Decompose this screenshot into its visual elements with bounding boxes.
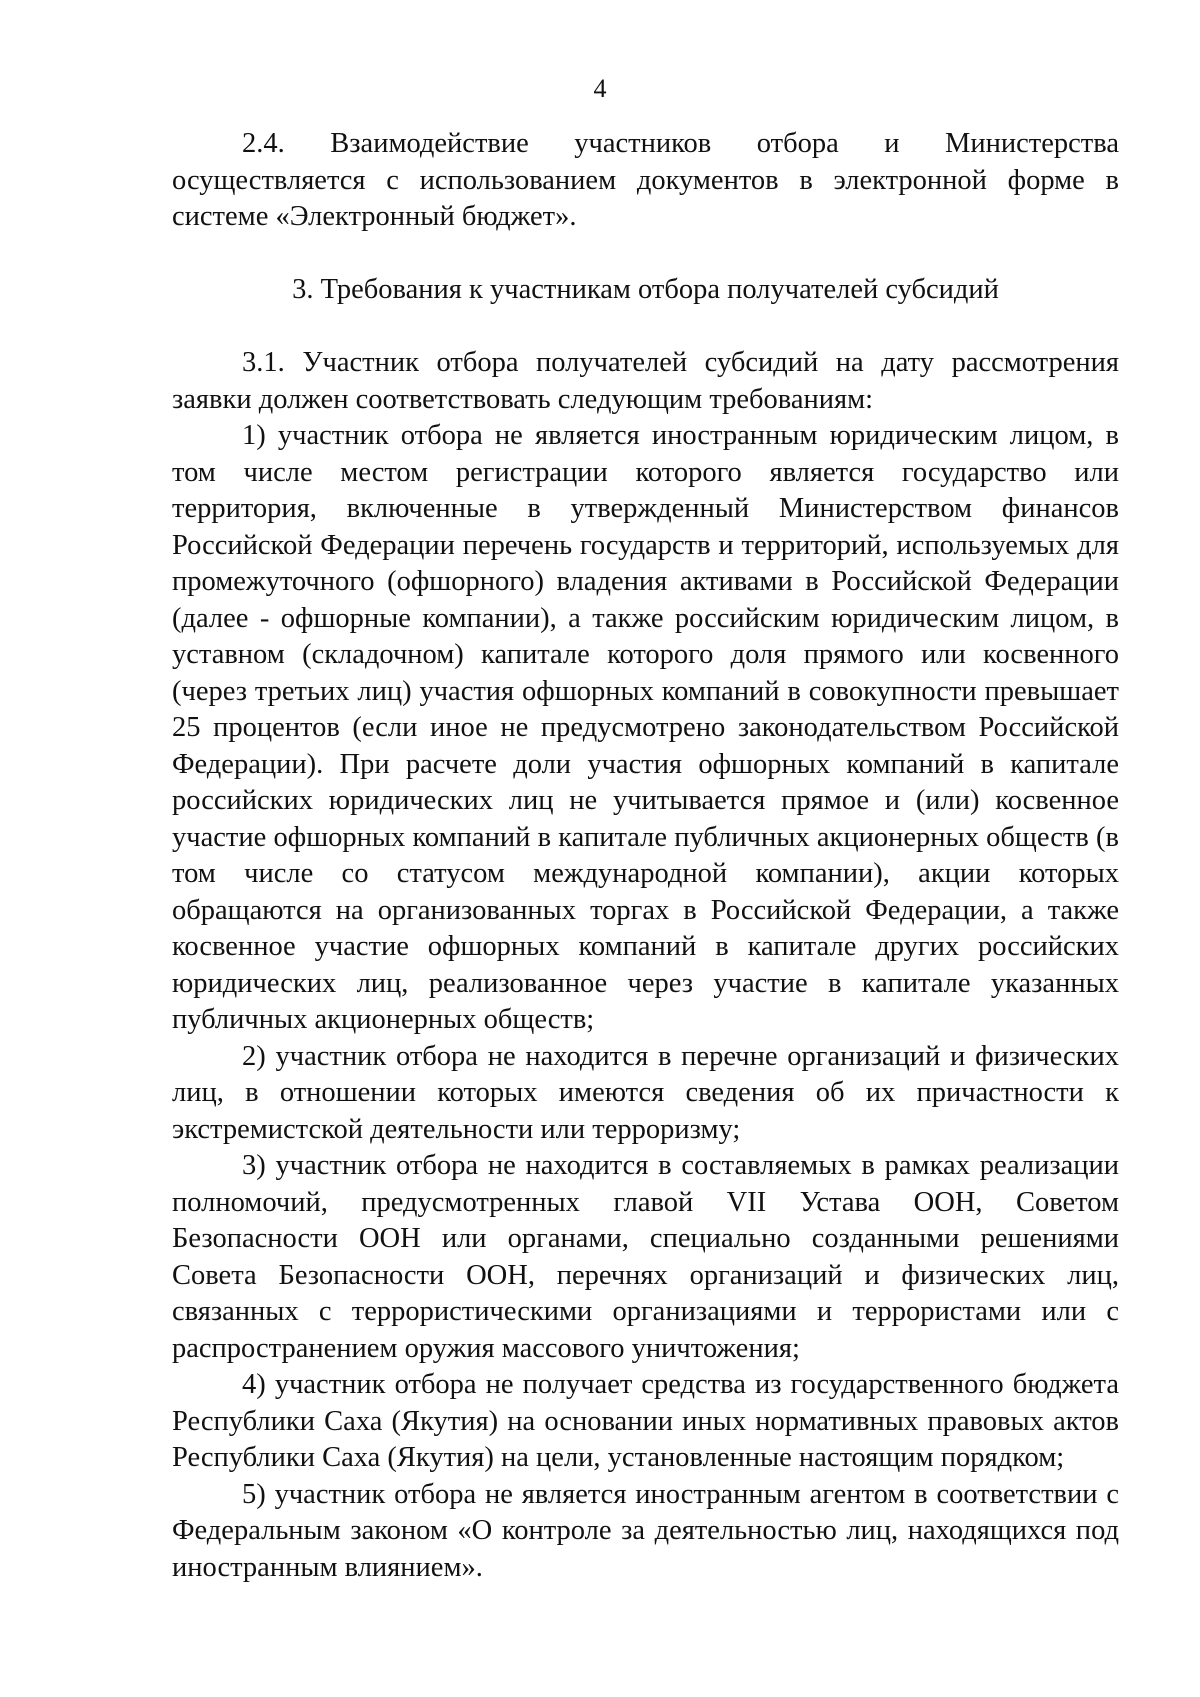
requirement-item-4: 4) участник отбора не получает средства из государственного бюджета Республики Саха (Якутия) на основании иных нормативных правовых актов Республики Саха (Якутия) на цели, установленные настоящим порядком; — [172, 1369, 1119, 1473]
requirement-item-1: 1) участник отбора не является иностранным юридическим лицом, в том числе местом регистрации которого является государство или территория, включенные в утвержденный Министерством финансов Российской Федерации перечень государств и территорий, используемых для промежуточного (офшорного) владения активами в Российской Федерации (далее - офшорные компании), а также российским юридическим лицом, в уставном (складочном) капитале которого доля прямого или косвенного (через третьих лиц) участия офшорных компаний в совокупности превышает 25 процентов (если иное не предусмотрено законодательством Российской Федерации). При расчете доли участия офшорных компаний в капитале российских юридических лиц не учитывается прямое и (или) косвенное участие офшорных компаний в капитале публичных акционерных обществ (в том числе со статусом международной компании), акции которых обращаются на организованных торгах в Российской Федерации, а также косвенное участие офшорных компаний в капитале других российских юридических лиц, реализованное через участие в капитале указанных публичных акционерных обществ; — [172, 420, 1119, 1035]
document-body — [172, 126, 1119, 1586]
requirement-item-3: 3) участник отбора не находится в составляемых в рамках реализации полномочий, предусмотренных главой VII Устава ООН, Советом Безопасности ООН или органами, специально созданными решениями Совета Безопасности ООН, перечнях организаций и физических лиц, связанных с террористическими организациями и террористами или с распространением оружия массового уничтожения; — [172, 1150, 1119, 1364]
paragraph-gap — [172, 309, 1119, 346]
section-3-heading: 3. Требования к участникам отбора получателей субсидий — [292, 274, 999, 305]
paragraph-2-4: 2.4. Взаимодействие участников отбора и Министерства осуществляется с использованием документов в электронной форме в системе «Электронный бюджет». — [172, 128, 1119, 232]
page-number: 4 — [593, 74, 607, 103]
paragraph-3-1: 3.1. Участник отбора получателей субсидий на дату рассмотрения заявки должен соответствовать следующим требованиям: — [172, 347, 1119, 415]
requirement-item-2: 2) участник отбора не находится в перечне организаций и физических лиц, в отношении которых имеются сведения об их причастности к экстремистской деятельности или терроризму; — [172, 1040, 1119, 1145]
paragraph-gap — [172, 236, 1119, 273]
requirement-item-5: 5) участник отбора не является иностранным агентом в соответствии с Федеральным законом «О контроле за деятельностью лиц, находящихся под иностранным влиянием». — [172, 1478, 1119, 1583]
